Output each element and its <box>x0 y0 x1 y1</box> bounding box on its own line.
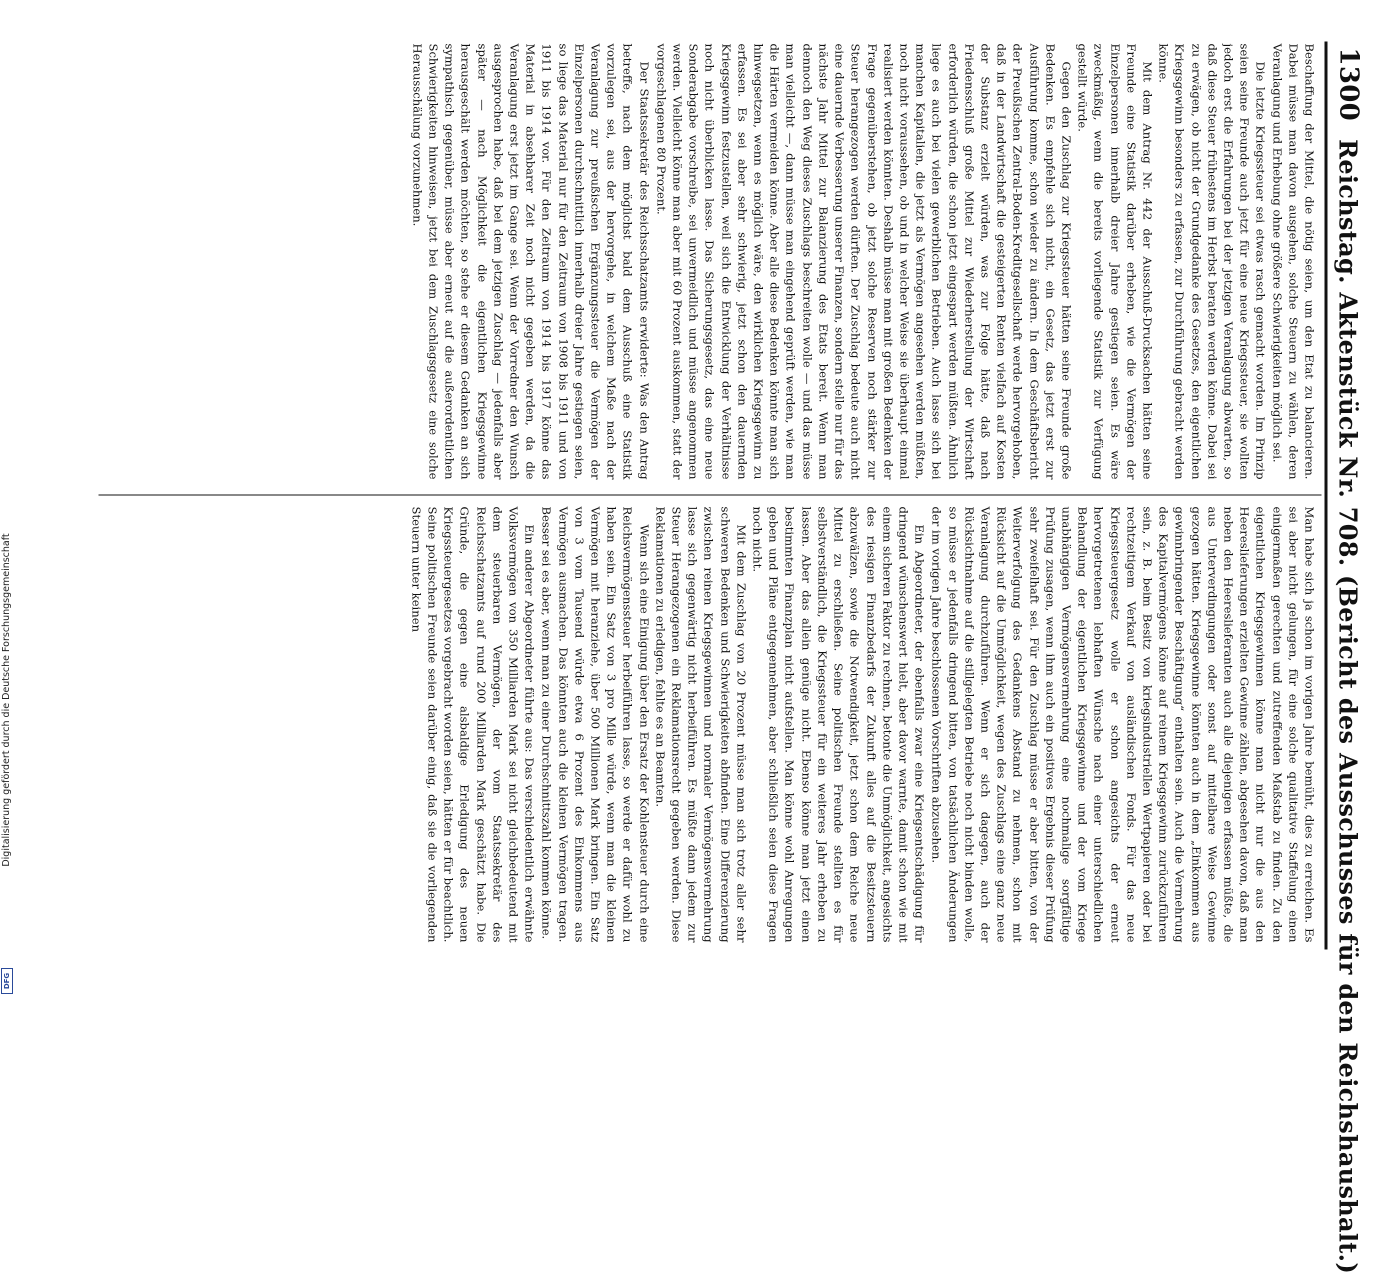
paragraph: Wenn sich eine Einigung über den Ersatz der Kohlensteuer durch eine Reichsvermögenssteuer herbeiführen lasse, so werde er dafür wohl zu haben sein. Ein Satz von 3 pro Mille würde, wenn man die kleinen Vermögen mit heranziehe, über 500 Millionen Mark bringen. Ein Satz von 3 vom Tausend würde etwa 6 Prozent des Einkommens aus Vermögen ausmachen. Das könnten auch die kleinen Vermögen tragen. Besser sei es aber, wenn man zu einer Durchschnittszahl kommen könne. <box>539 506 652 942</box>
dfg-logo <box>1 968 13 994</box>
paragraph: Die letzte Kriegssteuer sei etwas rasch gemacht worden. Im Prinzip seien seine Freunde auch jetzt für eine neue Kriegssteuer, sie wollten jedoch erst die Erfahrungen bei der jetzigen Veranlagung abwarten, so daß diese Steuer frühestens im Herbst beraten werden könne. Dabei sei zu erwägen, ob nicht der Grundgedanke des Gesetzes, den eigentlichen Kriegsgewinn besonders zu erfassen, zur Durchführung gebracht werden könne. <box>1156 43 1268 479</box>
paragraph: Ein anderer Abgeordneter führte aus: Das verschiedentlich erwähnte Volksvermögen von 350 Milliarden Mark sei nicht gleichbedeutend mit dem steuerbaren Vermögen, der vom Staatssekretär des Reichsschatzamts auf rund 200 Milliarden Mark geschätzt habe. Die Gründe, die gegen eine alsbaldige Erledigung des neuen Kriegssteuergesetzes vorgebracht worden seien, hätten er für beachtlich. Seine politischen Freunde seien darüber einig, daß sie die vorliegenden Steuern unter keinen <box>409 506 537 942</box>
paragraph: Mit dem Antrag Nr. 442 der Ausschuß-Drucksachen hätten seine Freunde eine Statistik darüber erheben, wie die Vermögen der Einzelpersonen innerhalb dreier Jahre gestiegen seien. Es wäre zweckmäßig, wenn die bereits vorliegende Statistik zur Verfügung gestellt würde. <box>1075 43 1155 479</box>
page-title: Reichstag. Aktenstück Nr. 708. (Bericht des Ausschusses für den Reichshaushalt.) <box>1333 138 1363 1273</box>
dfg-logo-text: DFG <box>3 972 11 990</box>
text-column-right <box>103 506 1318 942</box>
paragraph: Gegen den Zuschlag zur Kriegssteuer hätten seine Freunde große Bedenken. Es empfehle sich nicht, ein Gesetz, das jetzt erst zur Ausführung komme, schon wieder zu ändern. In dem Geschäftsbericht der Preußischen Zentral-Boden-Kreditgesellschaft werde hervorgehoben, daß in der Landwirtschaft die gesteigerten Renten vielfach auf Kosten der Substanz erzielt würden, was zur Folge hätte, daß nach Friedensschluß große Mittel zur Wiederherstellung der Wirtschaft erforderlich würden, die schon jetzt eingespart werden müßten. Ähnlich liege es auch bei vielen gewerblichen Betrieben. Auch lasse sich bei manchen Kapitalien, die jetzt als Vermögen angesehen werden müßten, noch nicht voraussehen, ob und in welcher Weise sie überhaupt einmal realisiert werden könnten. Deshalb müsse man mit großen Bedenken der Frage gegenüberstehen, ob jetzt solche Reserven noch stärker zur Steuer herangezogen werden dürften. Der Zuschlag bedeute auch nicht eine dauernde Verbesserung unserer Finanzen, sondern stelle nur für das nächste Jahr Mittel zur Balanzierung des Etats bereit. Wenn man dennoch den Weg dieses Zuschlags beschreiten wolle — und das müsse man vielleicht —, dann müsse man eingehend geprüft werden, wie man die Härten vermeiden könne. Aber alle diese Bedenken könnte man sich hinwegsetzen, wenn es möglich wäre, den wirklichen Kriegsgewinn zu erfassen. Es sei aber sehr schwierig, jetzt schon den dauernden Kriegsgewinn festzustellen, weil sich die Entwicklung der Verhältnisse noch nicht überblicken lasse. Das Sicherungsgesetz, das eine neue Sonderabgabe vorschreibe, sei unvermeidlich und müsse angenommen werden. Vielleicht könne man aber mit 60 Prozent auskommen, statt der vorgeschlagenen 80 Prozent. <box>654 43 1074 479</box>
paragraph: Ein Abgeordneter, der ebenfalls zwar eine Kriegsentschädigung für dringend wünschenswert hielt, aber davor warnte, damit schon wie mit einem sicheren Faktor zu rechnen, betonte die Unmöglichkeit, angesichts des riesigen Finanzbedarfs der Zukunft alles auf die Besitzsteuern abzuwälzen, sowie die Notwendigkeit, jetzt schon dem Reiche neue Mittel zu erschließen. Seine politischen Freunde stellten es für selbstverständlich, die Kriegssteuer für ein weiteres Jahr erheben zu lassen. Aber das allein genüge nicht. Ebenso könne man jetzt einen bestimmten Finanzplan nicht aufstellen. Man könne wohl Anregungen geben und Pläne entgegennehmen, aber schließlich seien diese Fragen noch nicht. <box>750 506 927 942</box>
credit-text: Digitalisierung gefördert durch die Deutsche Forschungsgemeinschaft <box>1 533 12 867</box>
paragraph: Man habe sich ja schon im vorigen Jahre bemüht, dies zu erreichen. Es sei aber nicht gelungen, für eine solche qualitative Staffelung einen einigermaßen gerechten und zutreffenden Maßstab zu finden. Zu den eigentlichen Kriegsgewinnen könne man nicht nur die aus den Heereslieferungen erzielten Gewinne zählen, abgesehen davon, daß man neben den Heereslieferanten auch alle diejenigen erfassen müßte, die aus Unterverdingungen oder sonst auf mittelbare Weise Gewinne gezogen hätten. Kriegsgewinne könnten auch in dem „Einkommen aus gewinnbringender Beschäftigung“ enthalten sein. Auch die Vermehrung des Kapitalvermögens könne auf reinem Kriegsgewinn zurückzuführen sein, z. B. beim Besitz von kriegsindustriellen Wertpapieren oder bei rechtzeitigem Verkauf von ausländischen Fonds. Für das neue Kriegssteuergesetz wolle er schon angesichts der erneut hervorgetretenen lebhaften Wünsche nach einer unterschiedlichen Behandlung der eigentlichen Kriegsgewinne und der vom Kriege unabhängigen Vermögensvermehrung eine nochmalige sorgfältige Prüfung zusagen, wenn ihm auch ein positives Ergebnis dieser Prüfung sehr zweifelhaft sei. Für den Zuschlag müsse er aber bitten, von der Weiterverfolgung des Gedankens Abstand zu nehmen, schon mit Rücksicht auf die Unmöglichkeit, wegen des Zuschlags eine ganz neue Veranlagung durchzuführen. Wenn er sich dagegen, auch der Rücksichtnahme auf die stillgelegten Betriebe noch nicht binden wolle, so müsse er jedenfalls dringend bitten, von tatsächlichen Änderungen der im vorigen Jahre beschlossenen Vorschriften abzusehen. <box>929 506 1317 942</box>
paragraph: Mit dem Zuschlag von 20 Prozent müsse man sich trotz aller sehr schweren Bedenken und Schwierigkeiten abfinden. Eine Differenzierung zwischen reinen Kriegsgewinnen und normaler Vermögensvermehrung lasse sich gegenwärtig nicht herbeiführen. Es müßte dann jedem zur Steuer Herangezogenen ein Reklamationsrecht gegeben werden. Diese Reklamationen zu erledigen, fehlte es an Beamten. <box>653 506 749 942</box>
paragraph: Der Staatssekretär des Reichsschatzamts erwiderte: Was den Antrag betreffe, nach dem möglichst bald dem Ausschuß eine Statistik vorzulegen sei, aus der hervorgehe, in welchem Maße nach der Veranlagung zur preußischen Ergänzungssteuer die Vermögen der Einzelpersonen durchschnittlich innerhalb dreier Jahre gestiegen seien, so liege das Material nur für den Zeitraum von 1908 bis 1911 und von 1911 bis 1914 vor. Für den Zeitraum von 1914 bis 1917 könne das Material in absehbarer Zeit noch nicht gegeben werden, da die Veranlagung erst jetzt im Gange sei. Wenn der Vorredner den Wunsch ausgesprochen habe, daß bei dem jetzigen Zuschlag — jedenfalls aber später — nach Möglichkeit die eigentlichen Kriegsgewinne herausgeschält werden möchten, so stehe er diesem Gedanken an sich sympathisch gegenüber, müsse aber erneut auf die außerordentlichen Schwierigkeiten hinweisen, jetzt bei dem Zuschlagsgesetz eine solche Herausschälung vorzunehmen. <box>410 43 652 479</box>
digitization-credit <box>0 430 14 970</box>
document-page <box>93 35 1378 1273</box>
header-rule <box>1325 41 1328 949</box>
page-header <box>1333 47 1374 1273</box>
paragraph: Beschaffung der Mittel, die nötig seien, um den Etat zu balancieren. Dabei müsse man davon ausgehen, solche Steuern zu wählen, deren Veranlagung und Erhebung ohne größere Schwierigkeiten möglich sei. <box>1270 43 1317 479</box>
column-divider <box>99 494 1322 495</box>
text-column-left <box>103 43 1318 479</box>
page-number: 1300 <box>1333 47 1364 121</box>
